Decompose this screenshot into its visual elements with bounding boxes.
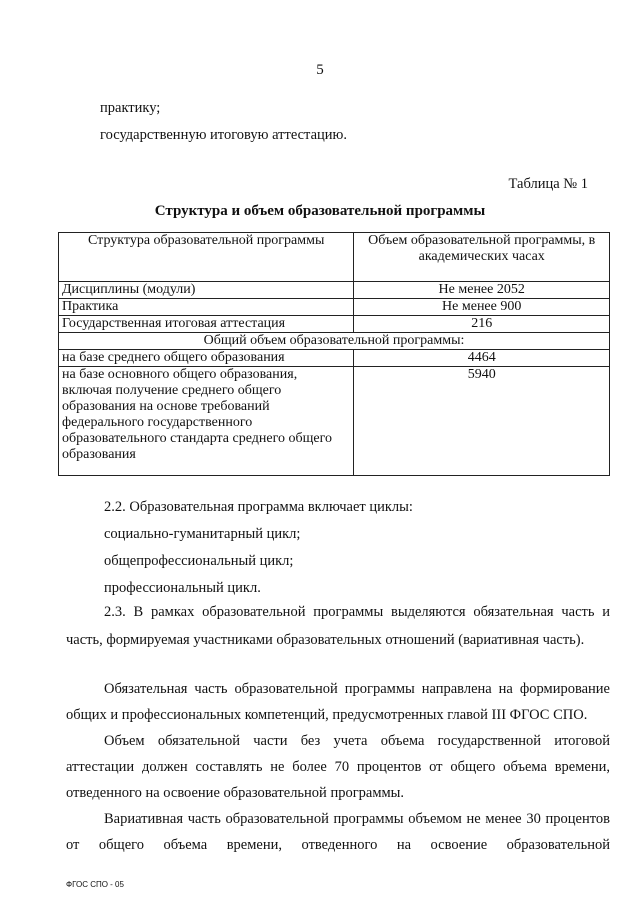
- header-cell-structure: Структура образовательной программы: [59, 233, 354, 282]
- row-value-practice: Не менее 900: [354, 299, 610, 316]
- table-header-row: [59, 233, 610, 282]
- table-title: Структура и объем образовательной программы: [154, 203, 486, 219]
- row-value-disciplines: Не менее 2052: [354, 282, 610, 299]
- row-value-attestation: 216: [354, 316, 610, 333]
- total-volume-label: Общий объем образовательной программы:: [59, 333, 610, 350]
- table-row: [59, 299, 610, 316]
- paragraph-variative-part: Вариативная часть образовательной программы объемом не менее 30 процентов от общего объема времени, отведенного на освоение образовательной: [66, 811, 610, 853]
- row-label-secondary-general: на базе среднего общего образования: [59, 350, 354, 367]
- table-label: Таблица № 1: [508, 176, 588, 192]
- cycle-item-social: социально-гуманитарный цикл;: [104, 526, 301, 542]
- row-label-disciplines: Дисциплины (модули): [59, 282, 354, 299]
- table-row: [59, 367, 610, 476]
- paragraph-2-3: 2.3. В рамках образовательной программы выделяются обязательная часть и часть, формируемая участниками образовательных отношений (вариативная часть).: [66, 604, 610, 648]
- table-row: [59, 350, 610, 367]
- intro-line-attestation: государственную итоговую аттестацию.: [100, 127, 347, 143]
- cycle-item-professional: профессиональный цикл.: [104, 580, 261, 596]
- page-number: 5: [316, 62, 324, 78]
- row-label-attestation: Государственная итоговая аттестация: [59, 316, 354, 333]
- table-total-header-row: [59, 333, 610, 350]
- header-cell-volume: Объем образовательной программы, в академических часах: [354, 233, 610, 282]
- row-label-basic-general: на базе основного общего образования, включая получение среднего общего образования на основе требований федерального государственного образовательного стандарта среднего общего образования: [59, 367, 354, 476]
- paragraph-2-2: 2.2. Образовательная программа включает циклы:: [104, 499, 413, 515]
- footer-code: ФГОС СПО - 05: [66, 880, 124, 889]
- paragraph-mandatory-volume: Объем обязательной части без учета объема государственной итоговой аттестации должен составлять не более 70 процентов от общего объема времени, отведенного на освоение образовательной программы.: [66, 733, 610, 801]
- intro-line-practice: практику;: [100, 100, 161, 116]
- row-value-basic-general: 5940: [354, 367, 610, 476]
- table-row: [59, 282, 610, 299]
- paragraph-mandatory-part: Обязательная часть образовательной программы направлена на формирование общих и профессиональных компетенций, предусмотренных главой III ФГОС СПО.: [66, 681, 610, 723]
- row-label-practice: Практика: [59, 299, 354, 316]
- table-row: [59, 316, 610, 333]
- program-structure-table: [58, 232, 610, 476]
- cycle-item-general-professional: общепрофессиональный цикл;: [104, 553, 294, 569]
- row-value-secondary-general: 4464: [354, 350, 610, 367]
